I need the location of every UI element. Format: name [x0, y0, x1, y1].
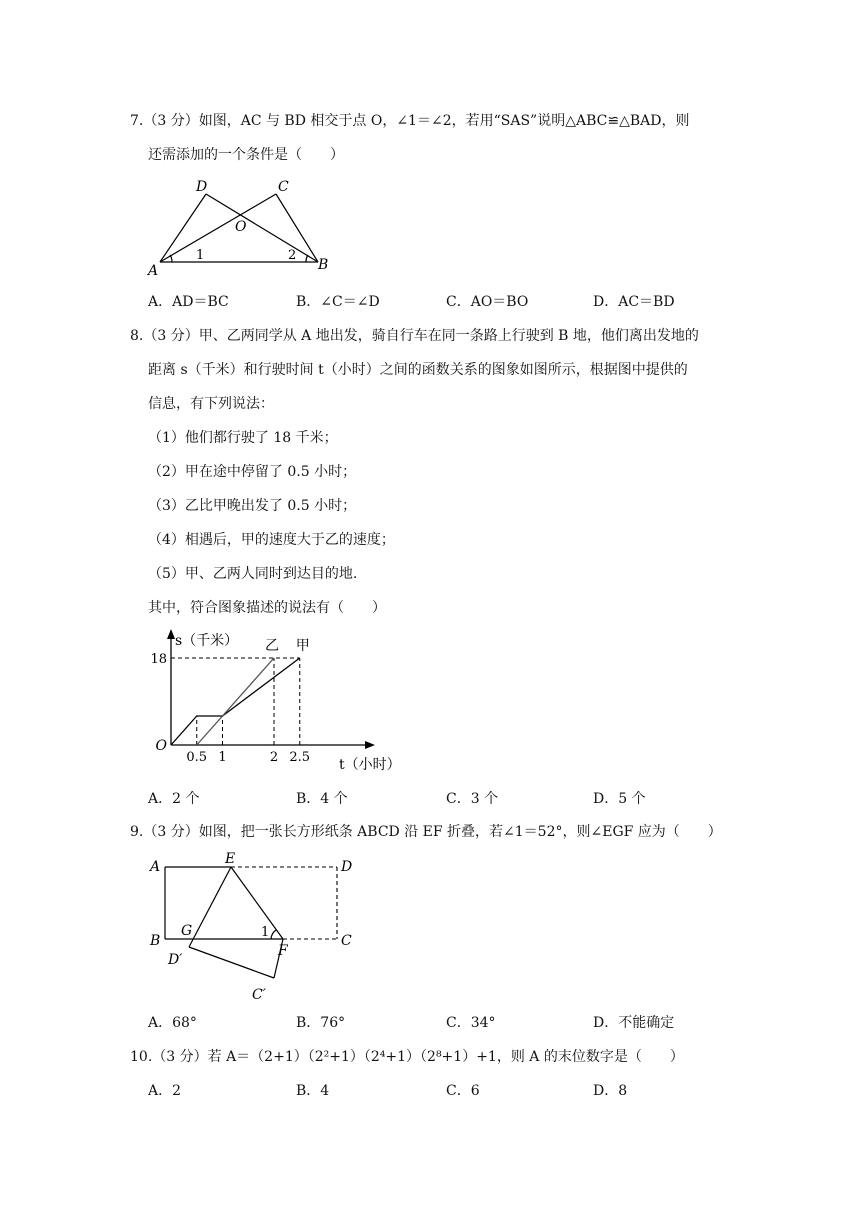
q7-label-c: C: [278, 179, 289, 195]
series-line-yi: [197, 658, 274, 745]
q8-statement-1: （1）他们都行驶了 18 千米；: [148, 430, 338, 446]
x-tick-label: 2.5: [289, 750, 311, 765]
q8-option-d[interactable]: D．5 个: [593, 791, 646, 807]
x-tick-label: 2: [269, 750, 279, 765]
q9-label-d-prime: D′: [168, 952, 183, 968]
origin-label: O: [155, 738, 167, 754]
y-axis-arrow: [167, 629, 175, 639]
q7-label-b: B: [318, 257, 329, 273]
q10-stem-line1: 10.（3 分）若 A＝（2+1）（2²+1）（2⁴+1）（2⁸+1）+1，则 A 的末位数字是（ ）: [130, 1049, 684, 1065]
q9-label-c-prime: C′: [252, 987, 266, 1003]
q7-stem-line2: 还需添加的一个条件是（ ）: [148, 147, 344, 163]
q9-option-a[interactable]: A．68°: [148, 1015, 197, 1031]
q9-stem-line1: 9.（3 分）如图，把一张长方形纸条 ABCD 沿 EF 折叠，若∠1＝52°，则∠EGF 应为（ ）: [130, 824, 722, 840]
q7-angle-2: 2: [288, 248, 297, 263]
x-tick-label: 1: [218, 750, 227, 765]
q8-statement-4: （4）相遇后，甲的速度大于乙的速度；: [148, 532, 395, 548]
q9-label-b: B: [150, 933, 161, 949]
x-axis-arrow: [365, 741, 375, 749]
q8-chart: [140, 628, 410, 776]
q10-option-b[interactable]: B．4: [296, 1083, 330, 1099]
q7-option-d[interactable]: D．AC＝BD: [593, 294, 675, 310]
q9-label-f: F: [278, 943, 288, 959]
q7-angle-1: 1: [196, 248, 205, 263]
series-label-jia: 甲: [295, 638, 310, 654]
q9-option-b[interactable]: B．76°: [296, 1015, 346, 1031]
x-axis-label: t（小时）: [339, 757, 401, 773]
y-tick-label: 18: [150, 652, 167, 667]
q7-option-b[interactable]: B．∠C＝∠D: [296, 294, 380, 310]
q9-option-c[interactable]: C．34°: [446, 1015, 496, 1031]
q9-label-g: G: [181, 923, 193, 939]
q7-label-a: A: [148, 263, 159, 279]
q7-option-c[interactable]: C．AO＝BO: [446, 294, 529, 310]
x-tick-label: 0.5: [186, 750, 208, 765]
q10-option-c[interactable]: C．6: [446, 1083, 480, 1099]
q7-label-o: O: [235, 219, 247, 235]
q8-option-b[interactable]: B．4 个: [296, 791, 348, 807]
series-label-yi: 乙: [265, 638, 279, 654]
q7-label-d: D: [196, 179, 208, 195]
q8-statement-5: （5）甲、乙两人同时到达目的地.: [148, 566, 358, 582]
q8-question: 其中，符合图象描述的说法有（ ）: [148, 600, 386, 616]
q8-statement-2: （2）甲在途中停留了 0.5 小时；: [148, 464, 357, 480]
q10-option-d[interactable]: D．8: [593, 1083, 628, 1099]
q9-angle-1: 1: [261, 925, 270, 940]
q7-stem-line1: 7.（3 分）如图，AC 与 BD 相交于点 O，∠1＝∠2，若用“SAS”说明△ABC≌△BAD，则: [130, 113, 690, 129]
q8-stem-line2: 距离 s（千米）和行驶时间 t（小时）之间的函数关系的图象如图所示，根据图中提供的: [148, 362, 688, 378]
q8-statement-3: （3）乙比甲晚出发了 0.5 小时；: [148, 498, 357, 514]
q7-option-a[interactable]: A．AD＝BC: [148, 294, 229, 310]
q9-figure: [140, 850, 370, 1010]
q8-stem-line3: 信息，有下列说法：: [148, 396, 274, 412]
q8-option-c[interactable]: C．3 个: [446, 791, 499, 807]
q10-option-a[interactable]: A．2: [148, 1083, 182, 1099]
q9-label-e: E: [225, 851, 236, 867]
q9-option-d[interactable]: D．不能确定: [593, 1015, 675, 1031]
y-axis-label: s（千米）: [175, 633, 239, 649]
q9-label-c: C: [341, 933, 352, 949]
q9-label-d: D: [341, 859, 353, 875]
q8-option-a[interactable]: A．2 个: [148, 791, 200, 807]
q7-figure: [140, 175, 350, 280]
q9-label-a: A: [150, 859, 161, 875]
q8-stem-line1: 8.（3 分）甲、乙两同学从 A 地出发，骑自行车在同一条路上行驶到 B 地，他们离出发地的: [130, 328, 699, 344]
